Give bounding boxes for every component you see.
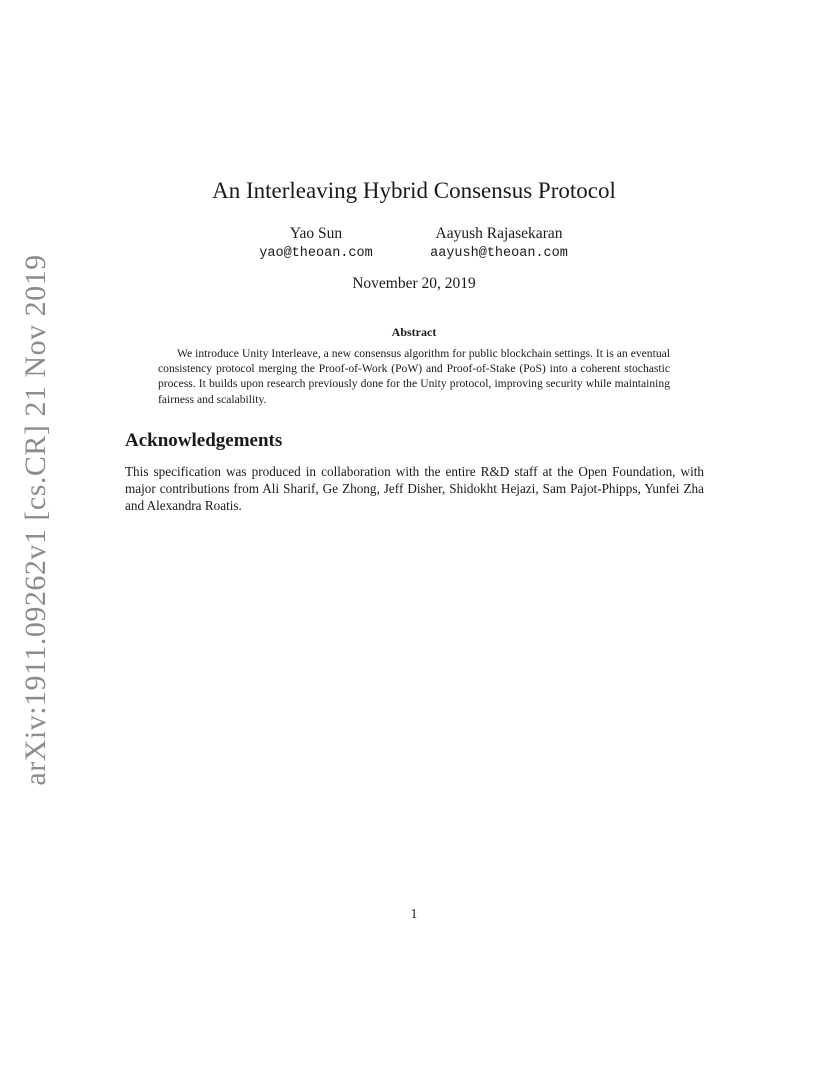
paper-date: November 20, 2019 xyxy=(352,275,476,292)
abstract-heading: Abstract xyxy=(391,325,437,339)
acknowledgements-heading: Acknowledgements xyxy=(125,430,283,451)
author-block xyxy=(246,224,386,264)
page-number: 1 xyxy=(410,906,418,921)
author-block xyxy=(412,224,586,264)
author-email: yao@theoan.com xyxy=(259,246,373,261)
abstract-text: We introduce Unity Interleave, a new consensus algorithm for public blockchain settings. It is an eventual consistency protocol merging the Proof-of-Work (PoW) and Proof-of-Stake (PoS) into a coherent stochastic process. It builds upon research previously done for the Unity protocol, improving security while maintaining fairness and scalability. xyxy=(158,347,670,406)
author-name: Aayush Rajasekaran xyxy=(435,225,563,242)
author-email: aayush@theoan.com xyxy=(430,246,568,261)
acknowledgements-text: This specification was produced in collaboration with the entire R&D staff at the Open Foundation, with major contributions from Ali Sharif, Ge Zhong, Jeff Disher, Shidokht Hejazi, Sam Pajot-Phipps, Yunfei Zha and Alexandra Roatis. xyxy=(125,464,704,513)
paper-title: An Interleaving Hybrid Consensus Protocol xyxy=(212,178,616,203)
author-name: Yao Sun xyxy=(289,225,343,242)
arxiv-identifier-stamp: arXiv:1911.09262v1 [cs.CR] 21 Nov 2019 xyxy=(19,254,52,786)
